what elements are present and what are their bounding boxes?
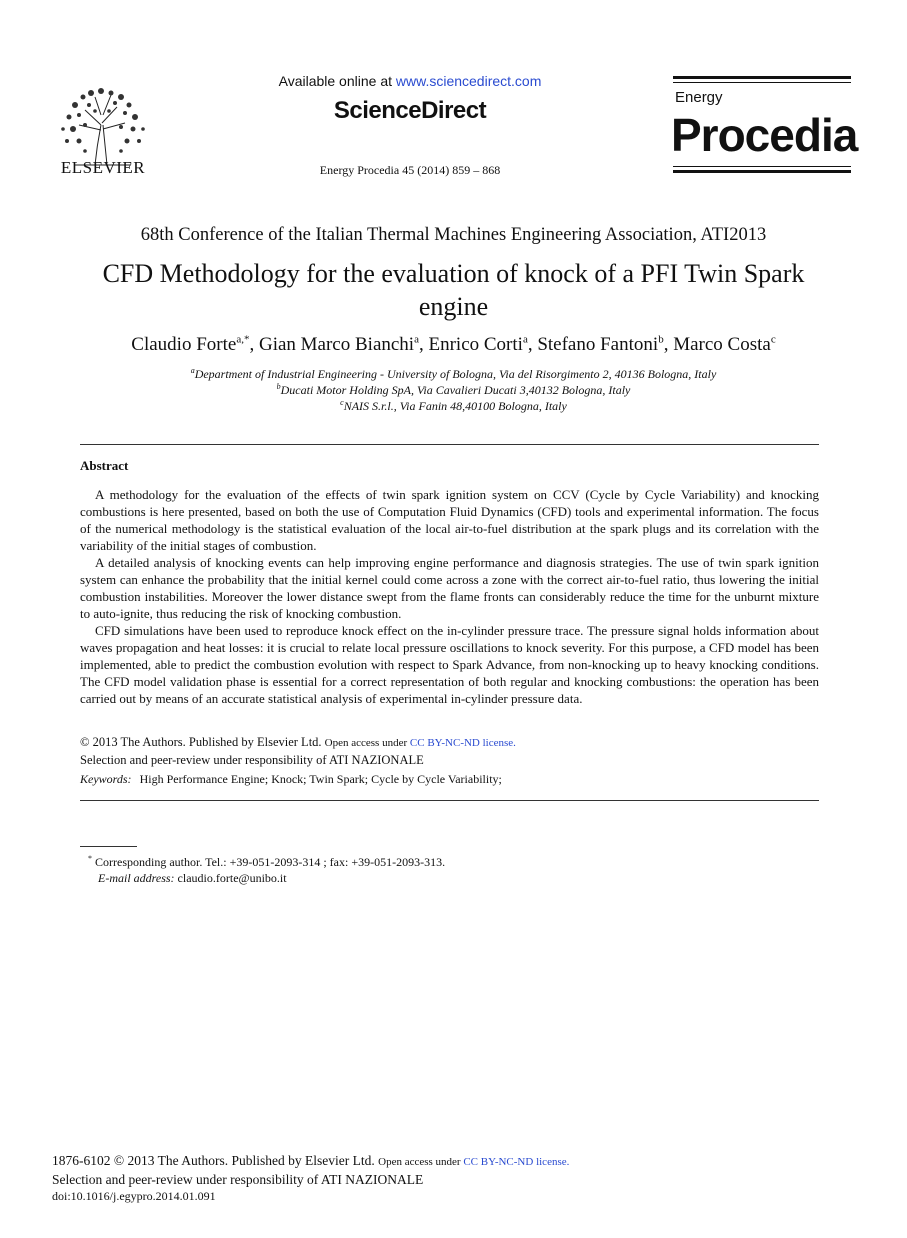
- email-address: claudio.forte@unibo.it: [177, 871, 287, 885]
- abstract-paragraph: A methodology for the evaluation of the effects of twin spark ignition system on CCV (Cycle by Cycle Variability) and knocking combustions is here presented, based on both the use of Computation Fluid Dynamics (CFD) tools and experimental information. The focus of the numerical methodology is the statistical evaluation of the local air-to-fuel distribution at the spark plugs and its correlation with the variability of the initial stages of combustion.: [80, 487, 819, 553]
- elsevier-wordmark: ELSEVIER: [60, 158, 146, 177]
- journal-logo-rule-bottom: [673, 170, 851, 173]
- copyright-text: © 2013 The Authors. Published by Elsevier Ltd.: [80, 735, 322, 749]
- abstract-body: [80, 486, 819, 707]
- paper-title: [60, 257, 847, 323]
- keywords-list: High Performance Engine; Knock; Twin Spark; Cycle by Cycle Variability;: [139, 772, 502, 786]
- journal-logo-rule-top-thin: [673, 82, 851, 83]
- footer-copyright: © 2013 The Authors. Published by Elsevier Ltd.: [113, 1153, 375, 1168]
- author-list: [40, 334, 867, 356]
- journal-reference: Energy Procedia 45 (2014) 859 – 868: [319, 163, 501, 177]
- footer-license-link[interactable]: CC BY-NC-ND license.: [463, 1156, 570, 1168]
- author: Claudio Forte$^{a,*}$,: [131, 334, 259, 356]
- footnote-rule: [80, 846, 137, 847]
- affiliation-c: $^c$NAIS S.r.l., Via Fanin 48,40100 Bologna, Italy: [340, 398, 567, 413]
- keywords-label: Keywords:: [80, 772, 132, 786]
- journal-logo-rule-bottom-thin: [673, 166, 851, 167]
- page-footer: [52, 1152, 852, 1205]
- author: Stefano Fantoni$^b$,: [537, 334, 674, 356]
- license-link[interactable]: CC BY-NC-ND license.: [409, 737, 516, 749]
- abstract-heading: Abstract: [80, 458, 129, 473]
- keywords: [80, 772, 819, 787]
- issn: 1876-6102: [52, 1153, 111, 1168]
- conference-name: 68th Conference of the Italian Thermal Machines Engineering Association, ATI2013: [140, 225, 767, 245]
- footer-open-access: Open access under: [378, 1156, 464, 1168]
- doi: doi:10.1016/j.egypro.2014.01.091: [52, 1189, 216, 1203]
- title-line-2: engine: [418, 292, 489, 321]
- corresponding-author-footnote: * Corresponding author. Tel.: +39-051-2093-314 ; fax: +39-051-2093-313. E-mail address: claudio.forte@unibo.it: [88, 854, 446, 885]
- abstract-paragraph: CFD simulations have been used to reproduce knock effect on the in-cylinder pressure trace. The pressure signal holds information about waves propagation and heat losses: it is crucial to relate local pressure oscillations to knock severity. For this purpose, a CFD model has been implemented, able to predict the combustion evolution with respect to Spark Advance, from non-knocking up to heavy knocking conditions. The CFD model validation phase is essential for a correct representation of both regular and knocking combustions: the operation has been carried out by means of an accurate statistical analysis of experimental in-cylinder pressure data.: [80, 623, 819, 706]
- peer-review-text: Selection and peer-review under responsibility of ATI NAZIONALE: [80, 752, 424, 767]
- divider-bottom: [80, 800, 819, 801]
- email-label: E-mail address:: [98, 871, 175, 885]
- sciencedirect-logo: ScienceDirect: [333, 97, 487, 124]
- open-access-text: Open access under: [324, 737, 410, 749]
- available-prefix: Available online at: [278, 73, 396, 89]
- author: Gian Marco Bianchi$^a$,: [258, 334, 429, 356]
- divider-top: [80, 444, 819, 445]
- corresponding-text: Corresponding author. Tel.: +39-051-2093-314 ; fax: +39-051-2093-313.: [95, 855, 446, 869]
- journal-logo-rule-top: [673, 76, 851, 79]
- available-online: [240, 73, 580, 89]
- copyright-block: [80, 734, 819, 768]
- footer-peer-review: Selection and peer-review under responsibility of ATI NAZIONALE: [52, 1172, 424, 1187]
- author: Marco Costa$^c$: [673, 334, 776, 356]
- journal-logo-energy: Energy: [675, 89, 723, 106]
- title-line-1: CFD Methodology for the evaluation of knock of a PFI Twin Spark: [102, 259, 805, 288]
- affiliation-a: $^a$Department of Industrial Engineering - University of Bologna, Via del Risorgimento 2, 40136 Bologna, Italy: [190, 366, 717, 381]
- author: Enrico Corti$^a$,: [428, 334, 538, 356]
- affiliation-b: $^b$Ducati Motor Holding SpA, Via Cavalieri Ducati 3,40132 Bologna, Italy: [276, 382, 631, 397]
- journal-logo-procedia: Procedia: [671, 109, 858, 161]
- abstract-paragraph: A detailed analysis of knocking events can help improving engine performance and diagnosis strategies. The use of twin spark ignition system can enhance the probability that the initial kernel could come across a zone with the correct air-to-fuel ratio, thus lowering the initial combustion instabilities. Moreover the lower distance swept from the flame fronts can considerably reduce the time for the unburnt mixture to auto-ignite, thus reducing the risk of knocking combustion.: [80, 555, 819, 621]
- sciencedirect-link[interactable]: www.sciencedirect.com: [395, 73, 542, 89]
